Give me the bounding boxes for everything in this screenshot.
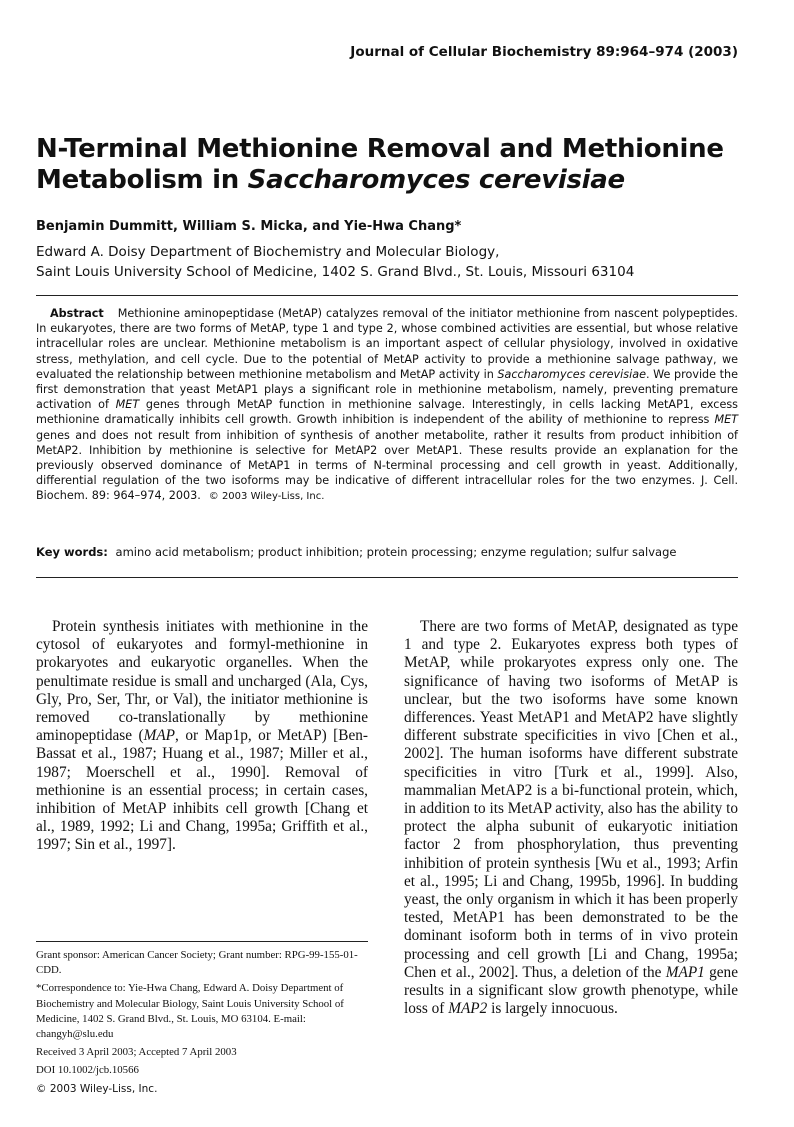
abstract-text-1: Methionine aminopeptidase (MetAP) catalyzes removal of the initiator methionine from nascent polypeptides. In eukaryotes, there are two forms of MetAP, type 1 and type 2, whose combined activities are essential, but whose relative intracellular roles are unclear. Methionine metabolism is an important aspect of cellular physiology, involved in oxidative stress, methylation, and cell cycle. Due to the potential of MetAP activity to provide a methionine salvage pathway, we evaluated the relationship between methionine metabolism and MetAP activity in: [36, 307, 738, 381]
keywords-text: amino acid metabolism; product inhibition; protein processing; enzyme regulation; sulfur salvage: [115, 545, 677, 559]
abstract-text-4: genes and does not result from inhibition of synthesis of another metabolite, rather it results from product inhibition of MetAP2. Inhibition by methionine is selective for MetAP2 over MetAP1. These results provide an explanation for the previously observed dominance of MetAP1 in terms of N-terminal processing and cell growth in yeast. Additionally, differential regulation of the two isoforms may be indicative of different intracellular roles for the two enzymes. J. Cell. Biochem. 89: 964–974, 2003.: [36, 428, 738, 503]
abstract: [36, 306, 738, 505]
keywords-label: Key words:: [36, 545, 108, 559]
journal-citation: Journal of Cellular Biochemistry 89:964–974 (2003): [350, 44, 738, 60]
author-list: Benjamin Dummitt, William S. Micka, and Yie-Hwa Chang*: [36, 219, 462, 234]
abstract-text-2: . We provide the first demonstration that yeast MetAP1 plays a significant role in methionine metabolism, namely, preventing premature activation of: [36, 367, 738, 412]
gene-map: MAP: [143, 727, 176, 745]
abstract-top-rule: [36, 295, 738, 296]
paragraph-2-text-b: gene results in a significant slow growth phenotype, while loss of: [404, 963, 738, 1018]
doi-note: DOI 10.1002/jcb.10566: [36, 1064, 139, 1077]
title-line-2: [36, 165, 756, 196]
body-paragraph-2: [404, 618, 738, 1018]
copyright-note: © 2003 Wiley-Liss, Inc.: [36, 1082, 158, 1095]
abstract-text-3: genes through MetAP function in methionine salvage. Interestingly, in cells lacking MetAP1, excess methionine dramatically inhibits cell growth. Growth inhibition is independent of the ability of methionine to repress: [36, 398, 738, 427]
body-column-right: [404, 618, 738, 1018]
body-paragraph-1: [36, 618, 368, 855]
title-line-2-prefix: Metabolism in: [36, 165, 248, 195]
footnotes: [36, 948, 368, 1100]
abstract-gene-2: MET: [714, 413, 738, 427]
affiliation: [36, 242, 634, 282]
correspondence-note: *Correspondence to: Yie-Hwa Chang, Edward A. Doisy Department of Biochemistry and Molecular Biology, Saint Louis University School of Medicine, 1402 S. Grand Blvd., St. Louis, MO 63104. E-mail: changyh@slu.edu: [36, 982, 344, 1041]
title-species: Saccharomyces cerevisiae: [247, 165, 625, 195]
abstract-copyright: © 2003 Wiley-Liss, Inc.: [208, 491, 325, 503]
abstract-species: Saccharomyces cerevisiae: [497, 367, 646, 381]
gene-map2: MAP2: [448, 1000, 488, 1018]
affiliation-line-1: Edward A. Doisy Department of Biochemistry and Molecular Biology,: [36, 244, 500, 260]
paragraph-2-text-a: There are two forms of MetAP, designated as type 1 and type 2. Eukaryotes express both types of MetAP, while prokaryotes express only one. The significance of having two isoforms of MetAP is unclear, but the two isoforms have some known differences. Yeast MetAP1 and MetAP2 have slightly different substrate specificities in vivo [Chen et al., 2002]. The human isoforms have different substrate specificities in vitro [Turk et al., 1999]. Also, mammalian MetAP2 is a bi-functional protein, which, in addition to its MetAP activity, also has the ability to protect the alpha subunit of eukaryotic initiation factor 2 from phosphorylation, thus preventing inhibition of protein synthesis [Wu et al., 1993; Arfin et al., 1995; Li and Chang, 1995b, 1996]. In budding yeast, the only organism in which it has been properly tested, MetAP1 has been demonstrated to be the dominant isoform both in terms of in vivo protein processing and cell growth [Li and Chang, 1995a; Chen et al., 2002]. Thus, a deletion of the: [404, 618, 738, 981]
abstract-bottom-rule: [36, 577, 738, 578]
gene-map1: MAP1: [665, 963, 705, 981]
paragraph-1-text-b: , or Map1p, or MetAP) [Ben-Bassat et al., 1987; Huang et al., 1987; Miller et al., 1987; Moerschell et al., 1990]. Removal of methionine is an essential process; in certain cases, inhibition of MetAP inhibits cell growth [Chang et al., 1989, 1992; Li and Chang, 1995a; Griffith et al., 1997; Sin et al., 1997].: [36, 727, 368, 854]
abstract-label: Abstract: [50, 307, 104, 320]
paragraph-1-text-a: Protein synthesis initiates with methionine in the cytosol of eukaryotes and formyl-methionine in prokaryotes and eukaryotic organelles. When the penultimate residue is small and uncharged (Ala, Cys, Gly, Pro, Ser, Thr, or Val), the initiator methionine is removed co-translationally by methionine aminopeptidase (: [36, 618, 368, 745]
abstract-gene-1: MET: [115, 398, 140, 412]
body-column-left: [36, 618, 368, 855]
footnote-rule: [36, 941, 368, 942]
grant-note: Grant sponsor: American Cancer Society; Grant number: RPG-99-155-01-CDD.: [36, 949, 358, 977]
affiliation-line-2: Saint Louis University School of Medicine, 1402 S. Grand Blvd., St. Louis, Missouri 63104: [36, 264, 635, 280]
title-line-1: N-Terminal Methionine Removal and Methionine: [36, 134, 724, 164]
keywords: [36, 545, 738, 559]
received-note: Received 3 April 2003; Accepted 7 April 2003: [36, 1046, 237, 1059]
article-title: [36, 134, 756, 196]
paragraph-2-text-c: is largely innocuous.: [487, 1000, 618, 1018]
